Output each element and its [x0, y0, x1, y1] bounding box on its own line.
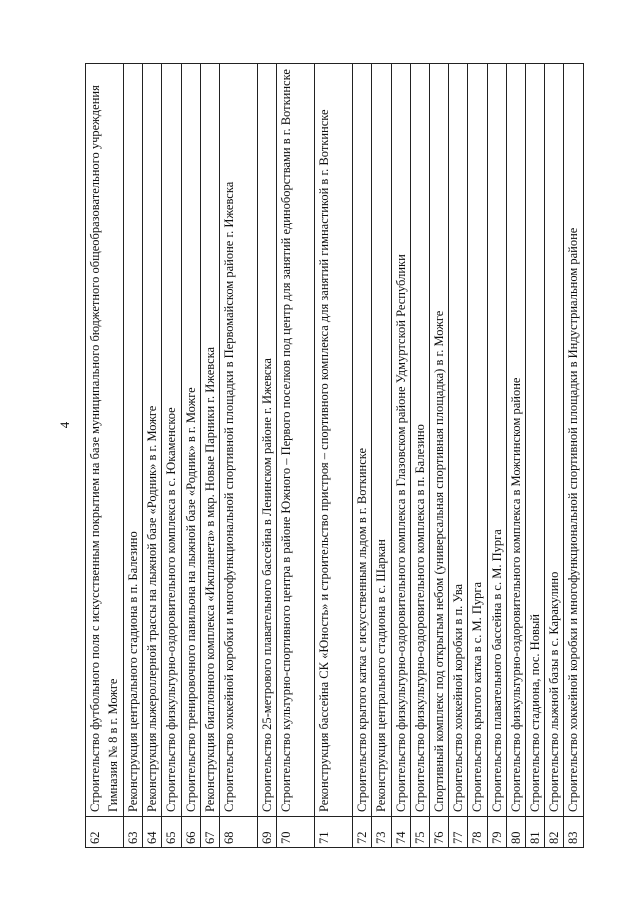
row-description: Реконструкция центрального стадиона в с. Шаркан — [372, 64, 391, 817]
row-description: Строительство хоккейной коробки и многофункциональной спортивной площадки в Индустриальном районе — [564, 64, 583, 817]
row-number: 83 — [564, 817, 583, 848]
row-description: Строительство тренировочного павильона на лыжной базе «Родник» в г. Можге — [181, 64, 200, 817]
row-description: Строительство крытого катка с искусственным льдом в г. Воткинске — [353, 64, 372, 817]
row-number: 67 — [200, 817, 219, 848]
row-number: 74 — [391, 817, 410, 848]
row-description: Строительство крытого катка в с. М. Пурга — [468, 64, 487, 817]
table-row — [277, 64, 315, 848]
rotated-page-content — [85, 63, 584, 848]
table-row — [220, 64, 258, 848]
row-number: 73 — [372, 817, 391, 848]
row-number: 76 — [430, 817, 449, 848]
table-row — [430, 64, 449, 848]
row-description: Строительство футбольного поля с искусственным покрытием на базе муниципального бюджетного общеобразовательного учреждения Гимназия № 8 в г. Можге — [86, 64, 124, 817]
projects-table — [85, 63, 584, 848]
row-number: 81 — [526, 817, 545, 848]
row-number: 80 — [506, 817, 525, 848]
table-row — [124, 64, 143, 848]
row-description: Строительство 25-метрового плавательного бассейна в Ленинском районе г. Ижевска — [258, 64, 277, 817]
table-row — [353, 64, 372, 848]
row-description: Строительство лыжной базы в с. Каракулино — [545, 64, 564, 817]
table-row — [372, 64, 391, 848]
projects-table-body — [86, 64, 584, 848]
row-number: 82 — [545, 817, 564, 848]
row-description: Строительство физкультурно-оздоровительного комплекса в с. Юкаменское — [162, 64, 181, 817]
row-number: 66 — [181, 817, 200, 848]
row-number: 64 — [143, 817, 162, 848]
table-row — [162, 64, 181, 848]
row-description: Строительство хоккейной коробки и многофункциональной спортивной площадки в Первомайском районе г. Ижевска — [220, 64, 258, 817]
table-row — [143, 64, 162, 848]
row-description: Реконструкция биатлонного комплекса «Ижпланета» в мкр. Новые Парники г. Ижевска — [200, 64, 219, 817]
row-description: Строительство стадиона, пос. Новый — [526, 64, 545, 817]
row-description: Реконструкция бассейна СК «Юность» и строительство пристроя – спортивного комплекса для занятий гимнастикой в г. Воткинске — [315, 64, 353, 817]
row-number: 69 — [258, 817, 277, 848]
row-description: Строительство хоккейной коробки в п. Ува — [449, 64, 468, 817]
table-row — [410, 64, 429, 848]
row-number: 70 — [277, 817, 315, 848]
row-description: Строительство физкультурно-оздоровительного комплекса в п. Балезино — [410, 64, 429, 817]
table-row — [526, 64, 545, 848]
table-row — [258, 64, 277, 848]
row-number: 75 — [410, 817, 429, 848]
page-number: 4 — [57, 421, 72, 429]
row-number: 65 — [162, 817, 181, 848]
table-row — [468, 64, 487, 848]
table-row — [315, 64, 353, 848]
row-number: 78 — [468, 817, 487, 848]
row-number: 72 — [353, 817, 372, 848]
row-description: Реконструкция центрального стадиона в п. Балезино — [124, 64, 143, 817]
table-row — [86, 64, 124, 848]
table-row — [200, 64, 219, 848]
table-row — [181, 64, 200, 848]
row-description: Строительство физкультурно-оздоровительного комплекса в Глазовском районе Удмуртской Республики — [391, 64, 410, 817]
row-number: 71 — [315, 817, 353, 848]
row-number: 62 — [86, 817, 124, 848]
row-description: Строительство физкультурно-оздоровительного комплекса в Можгинском районе — [506, 64, 525, 817]
table-row — [391, 64, 410, 848]
row-description: Строительство культурно-спортивного центра в районе Южного – Первого поселков под центр для занятий единоборствами в г. Воткинске — [277, 64, 315, 817]
row-description: Реконструкция лыжероллерной трассы на лыжной базе «Родник» в г. Можге — [143, 64, 162, 817]
row-description: Спортивный комплекс под открытым небом (универсальная спортивная площадка) в г. Можге — [430, 64, 449, 817]
table-row — [449, 64, 468, 848]
table-row — [487, 64, 506, 848]
row-number: 77 — [449, 817, 468, 848]
row-number: 68 — [220, 817, 258, 848]
row-number: 79 — [487, 817, 506, 848]
table-row — [506, 64, 525, 848]
table-row — [564, 64, 583, 848]
table-row — [545, 64, 564, 848]
row-description: Строительство плавательного бассейна в с. М. Пурга — [487, 64, 506, 817]
row-number: 63 — [124, 817, 143, 848]
